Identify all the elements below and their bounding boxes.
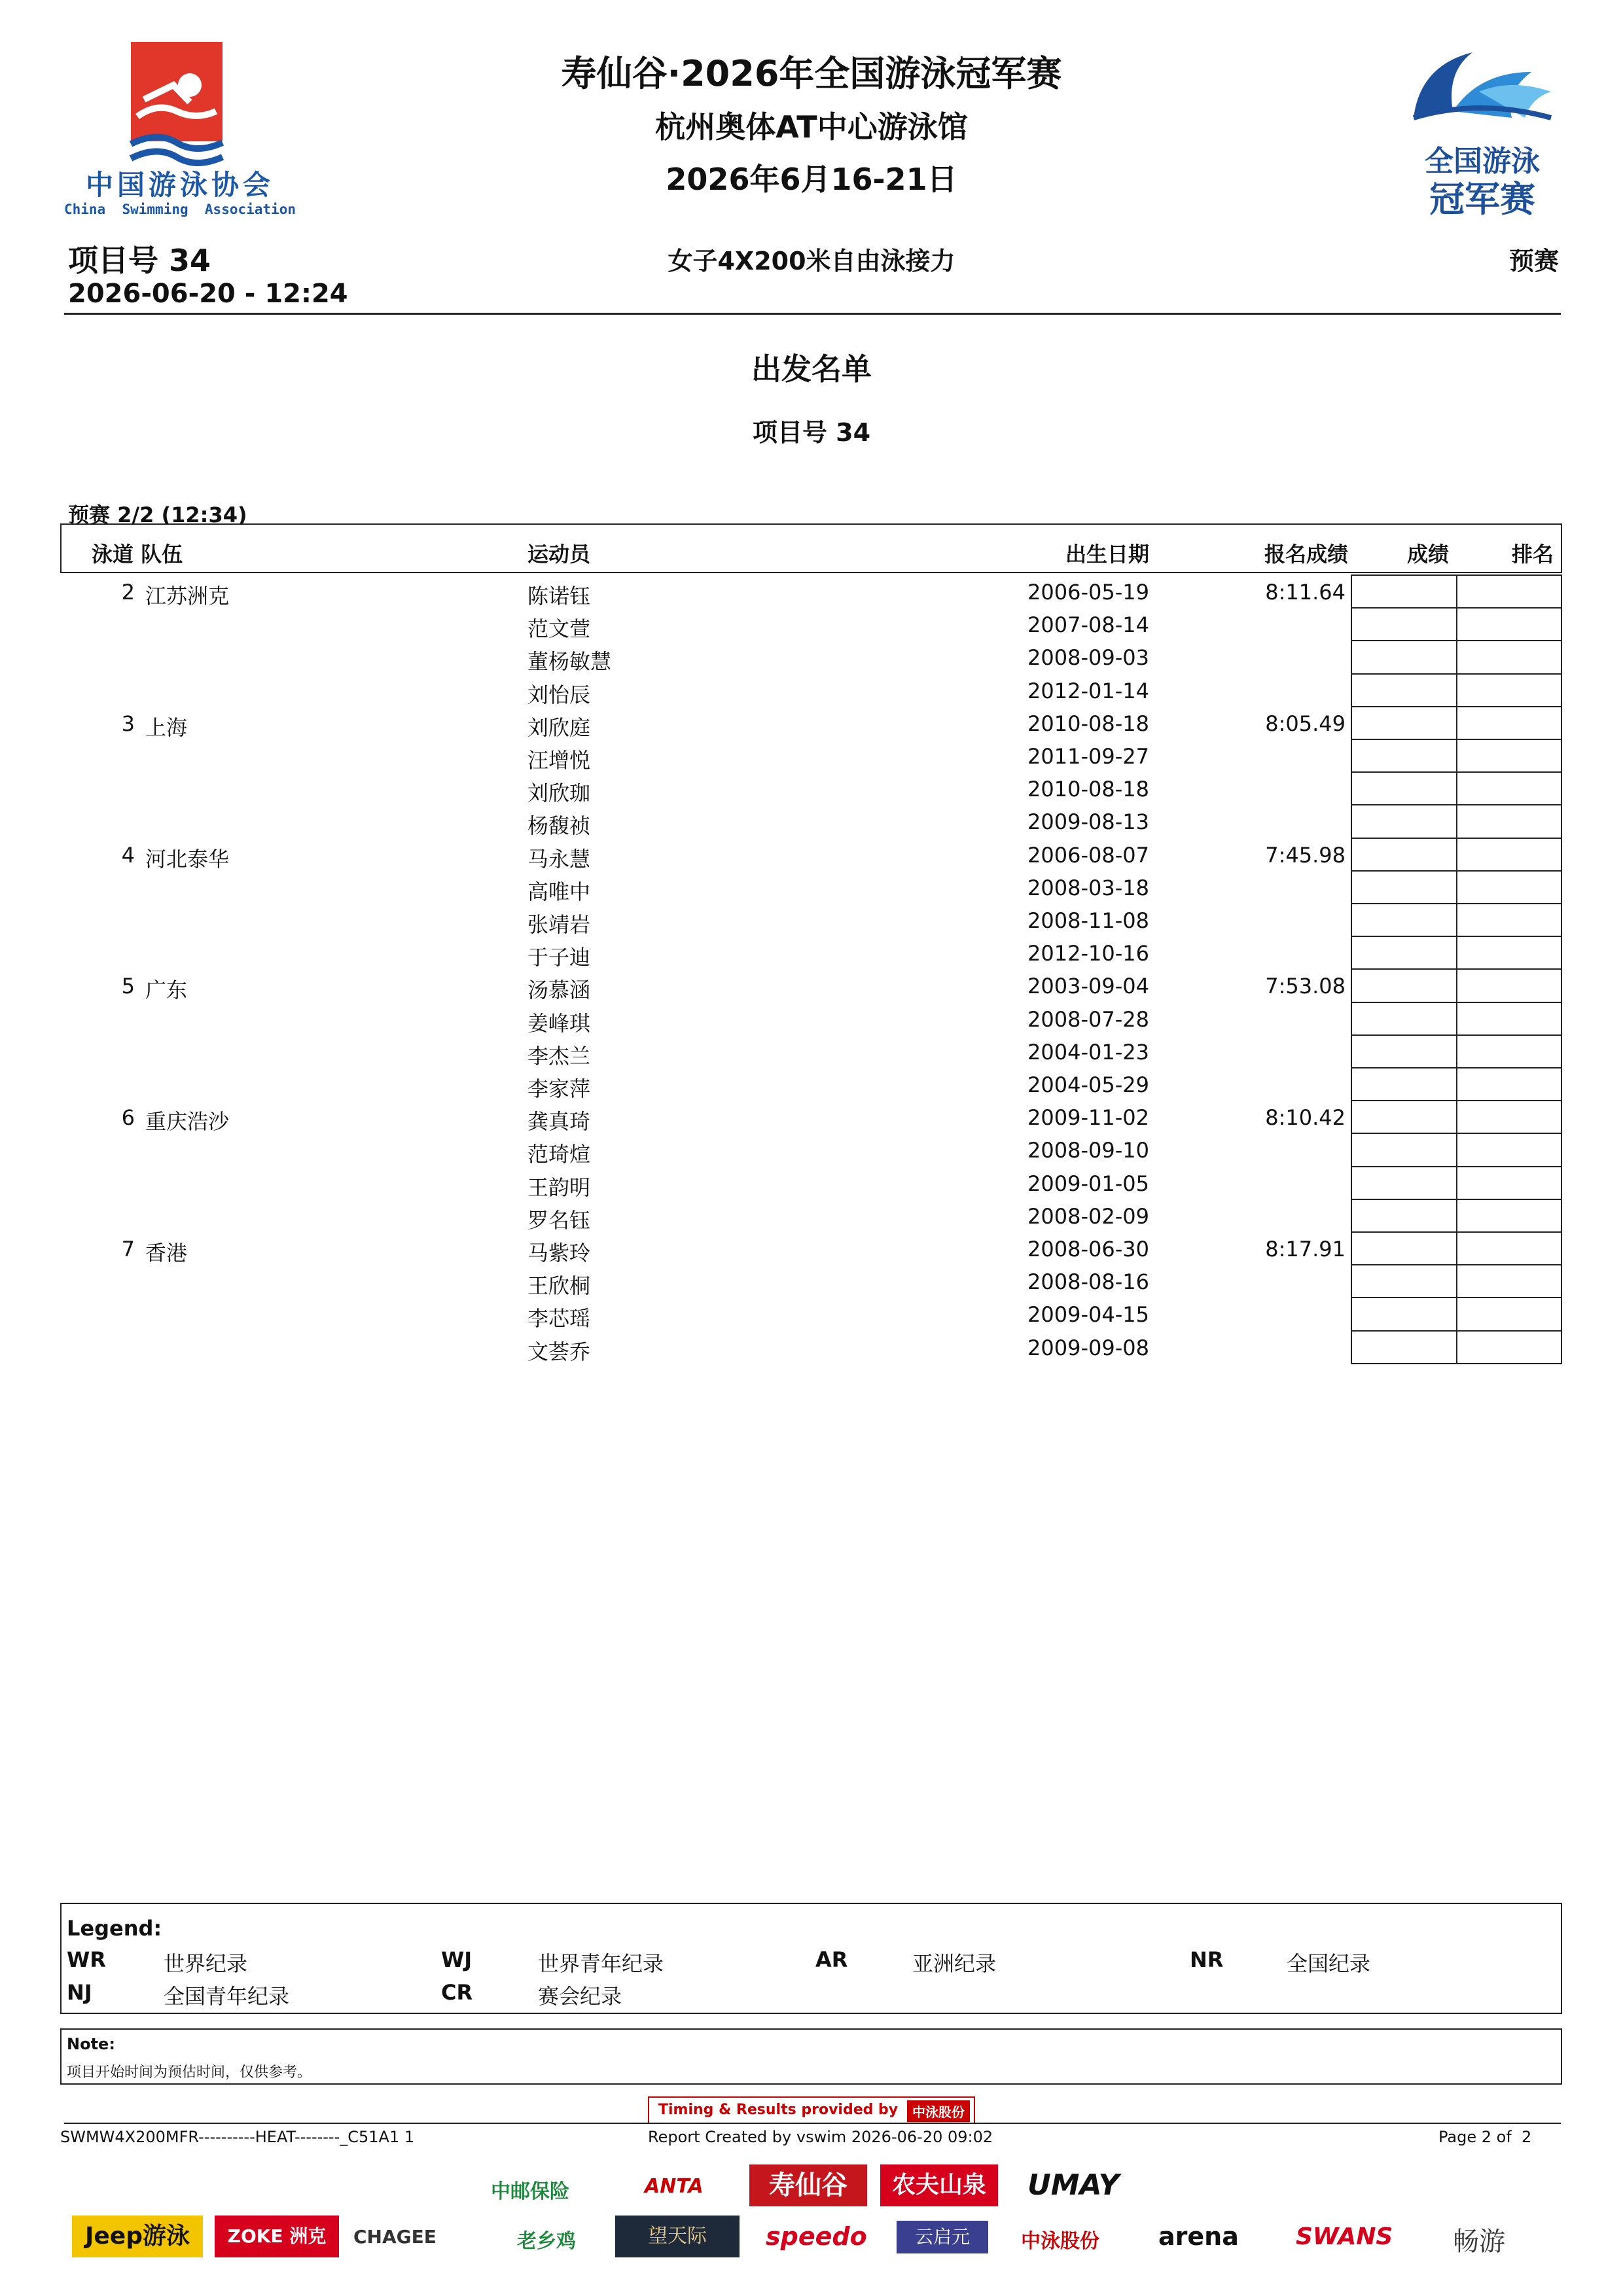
sponsor-arena: arena — [1158, 2222, 1239, 2251]
rank-cell — [1456, 1002, 1562, 1036]
athlete-dob: 2009-09-08 — [1027, 1335, 1149, 1360]
athlete-dob: 2004-01-23 — [1027, 1039, 1149, 1065]
result-cell — [1351, 1231, 1457, 1265]
result-cell — [1351, 706, 1457, 740]
csa-logo-en: China Swimming Association — [63, 202, 296, 217]
athlete-name: 李家萍 — [527, 1076, 591, 1101]
sponsor-row-2 — [72, 2216, 1558, 2259]
rank-cell — [1456, 607, 1562, 641]
event-number: 项目号 34 — [68, 243, 211, 278]
entry-time: 7:45.98 — [1265, 842, 1346, 868]
event-round: 预赛 — [1508, 247, 1559, 275]
athlete-dob: 2009-11-02 — [1027, 1105, 1149, 1131]
col-athlete: 运动员 — [527, 542, 591, 567]
result-cell — [1351, 870, 1457, 904]
athlete-dob: 2004-05-29 — [1027, 1072, 1149, 1097]
rank-cell — [1456, 838, 1562, 872]
rank-cell — [1456, 870, 1562, 904]
rank-cell — [1456, 1133, 1562, 1167]
athlete-name: 汤慕涵 — [527, 978, 591, 1003]
athlete-name: 李芯瑶 — [527, 1306, 591, 1332]
athlete-name: 罗名钰 — [527, 1207, 591, 1233]
athlete-name: 王欣桐 — [527, 1273, 591, 1299]
meet-dates: 2026年6月16-21日 — [666, 162, 957, 197]
athlete-dob: 2010-08-18 — [1027, 711, 1149, 736]
sponsor-zhongyong: 中泳股份 — [1021, 2230, 1099, 2253]
rank-cell — [1456, 968, 1562, 1002]
rank-cell — [1456, 1231, 1562, 1265]
heat-label: 预赛 2/2 (12:34) — [68, 503, 247, 527]
legend-label: 全国青年纪录 — [164, 1984, 290, 2009]
result-cell — [1351, 903, 1457, 937]
athlete-name: 张靖岩 — [527, 912, 591, 937]
event-datetime: 2026-06-20 - 12:24 — [68, 279, 348, 309]
lane-number: 2 — [121, 580, 135, 605]
col-rank: 排名 — [1512, 542, 1554, 567]
result-cell — [1351, 1002, 1457, 1036]
rank-cell — [1456, 1264, 1562, 1298]
athlete-dob: 2006-08-07 — [1027, 842, 1149, 868]
result-cell — [1351, 574, 1457, 609]
sponsor-china-post: 中邮保险 — [491, 2180, 569, 2203]
athlete-dob: 2009-08-13 — [1027, 809, 1149, 835]
result-cell — [1351, 607, 1457, 641]
timing-credit — [648, 2096, 975, 2124]
entry-time: 7:53.08 — [1265, 974, 1346, 999]
result-cell — [1351, 804, 1457, 838]
team-name: 江苏洲克 — [145, 584, 230, 609]
timing-brand: 中泳股份 — [907, 2100, 970, 2122]
sponsor-chagee: CHAGEE — [353, 2226, 437, 2248]
rank-cell — [1456, 1297, 1562, 1331]
athlete-name: 于子迪 — [527, 945, 591, 970]
rank-cell — [1456, 1330, 1562, 1364]
page-number: Page 2 of 2 — [1438, 2128, 1532, 2146]
legend-code: WR — [67, 1947, 106, 1972]
legend-label: 全国纪录 — [1287, 1951, 1371, 1976]
rank-cell — [1456, 1199, 1562, 1233]
athlete-dob: 2003-09-04 — [1027, 974, 1149, 999]
rank-cell — [1456, 1100, 1562, 1134]
sponsor-umay: UMAY — [1027, 2168, 1120, 2202]
lane-number: 5 — [121, 974, 135, 999]
legend-title: Legend: — [67, 1916, 162, 1941]
legend-code: NR — [1190, 1947, 1224, 1972]
rank-cell — [1456, 1034, 1562, 1069]
lane-number: 3 — [121, 711, 135, 736]
result-cell — [1351, 1034, 1457, 1069]
footer-divider — [64, 2123, 1561, 2124]
athlete-name: 龚真琦 — [527, 1109, 591, 1135]
result-cell — [1351, 936, 1457, 970]
athlete-dob: 2006-05-19 — [1027, 580, 1149, 605]
col-result: 成绩 — [1407, 542, 1450, 567]
col-entry: 报名成绩 — [1264, 542, 1348, 567]
rank-cell — [1456, 1067, 1562, 1101]
athlete-dob: 2008-11-08 — [1027, 908, 1149, 933]
athlete-name: 王韵明 — [527, 1174, 591, 1200]
athlete-name: 姜峰琪 — [527, 1010, 591, 1036]
result-cell — [1351, 838, 1457, 872]
result-cell — [1351, 1100, 1457, 1134]
athlete-name: 马永慧 — [527, 846, 591, 872]
athlete-dob: 2008-03-18 — [1027, 875, 1149, 900]
team-name: 重庆浩沙 — [145, 1109, 230, 1135]
athlete-dob: 2008-06-30 — [1027, 1237, 1149, 1262]
rank-cell — [1456, 739, 1562, 773]
csa-logo-cn: 中国游泳协会 — [85, 169, 274, 201]
result-cell — [1351, 968, 1457, 1002]
sponsor-swans: SWANS — [1296, 2223, 1393, 2250]
result-cell — [1351, 771, 1457, 805]
entry-time: 8:10.42 — [1265, 1105, 1346, 1131]
athlete-dob: 2007-08-14 — [1027, 612, 1149, 638]
event-name: 女子4X200米自由泳接力 — [668, 247, 955, 275]
rank-cell — [1456, 574, 1562, 609]
athlete-dob: 2008-09-10 — [1027, 1138, 1149, 1163]
sponsor-jeep: Jeep游泳 — [72, 2216, 203, 2257]
athlete-name: 马紫玲 — [527, 1241, 591, 1265]
athlete-dob: 2009-01-05 — [1027, 1171, 1149, 1196]
result-cell — [1351, 1067, 1457, 1101]
result-cell — [1351, 1264, 1457, 1298]
legend-code: AR — [815, 1947, 848, 1972]
athlete-name: 刘欣珈 — [527, 781, 591, 806]
championship-logo-line2: 冠军赛 — [1429, 179, 1535, 220]
rank-cell — [1456, 673, 1562, 707]
report-created: Report Created by vswim 2026-06-20 09:02 — [648, 2128, 993, 2146]
athlete-name: 范文萱 — [527, 616, 591, 642]
startlist-subtitle: 项目号 34 — [752, 418, 871, 447]
athlete-name: 文荟乔 — [527, 1339, 591, 1364]
athlete-name: 刘欣庭 — [527, 715, 591, 740]
startlist-title: 出发名单 — [751, 351, 872, 387]
sponsor-wangtianji: 望天际 — [615, 2216, 740, 2257]
athlete-dob: 2011-09-27 — [1027, 744, 1149, 769]
result-cell — [1351, 1297, 1457, 1331]
athlete-name: 陈诺钰 — [527, 584, 591, 609]
team-name: 上海 — [145, 715, 188, 740]
sponsor-speedo: speedo — [766, 2222, 867, 2251]
note-text: 项目开始时间为预估时间，仅供参考。 — [67, 2064, 312, 2081]
col-lane-team: 泳道 队伍 — [92, 542, 183, 567]
rank-cell — [1456, 640, 1562, 674]
header-divider — [64, 313, 1561, 315]
sponsor-nongfu: 农夫山泉 — [880, 2164, 998, 2206]
rank-cell — [1456, 771, 1562, 805]
sponsor-zoke: ZOKE 洲克 — [215, 2216, 339, 2257]
athlete-name: 汪增悦 — [527, 748, 591, 773]
lane-number: 4 — [121, 842, 135, 868]
rank-cell — [1456, 903, 1562, 937]
athlete-dob: 2008-09-03 — [1027, 645, 1149, 671]
team-name: 河北泰华 — [145, 846, 230, 872]
athlete-dob: 2009-04-15 — [1027, 1302, 1149, 1328]
legend-label: 世界青年纪录 — [538, 1951, 664, 1976]
athlete-dob: 2008-08-16 — [1027, 1269, 1149, 1295]
entry-time: 8:17.91 — [1265, 1237, 1346, 1262]
athlete-name: 刘怡辰 — [527, 682, 591, 707]
result-cell — [1351, 739, 1457, 773]
result-cell — [1351, 1330, 1457, 1364]
legend-code: WJ — [441, 1947, 473, 1972]
col-dob: 出生日期 — [1065, 542, 1149, 567]
athlete-name: 李杰兰 — [527, 1043, 591, 1069]
entry-time: 8:11.64 — [1265, 580, 1346, 605]
sponsor-row-1 — [484, 2164, 1152, 2208]
legend-label: 世界纪录 — [164, 1951, 248, 1976]
sponsor-shouxiangu: 寿仙谷 — [749, 2164, 867, 2206]
legend-code: CR — [441, 1980, 473, 2005]
result-cell — [1351, 1199, 1457, 1233]
athlete-name: 高唯中 — [527, 879, 591, 904]
sponsor-laoxiangji: 老乡鸡 — [517, 2230, 576, 2253]
team-name: 香港 — [145, 1241, 188, 1265]
athlete-dob: 2008-02-09 — [1027, 1203, 1149, 1229]
athlete-dob: 2008-07-28 — [1027, 1006, 1149, 1032]
timing-credit-text: Timing & Results provided by — [658, 2102, 899, 2118]
athlete-name: 杨馥祯 — [527, 813, 591, 839]
lane-number: 6 — [121, 1105, 135, 1131]
legend-label: 赛会纪录 — [538, 1984, 622, 2009]
legend-code: NJ — [67, 1980, 92, 2005]
result-cell — [1351, 1166, 1457, 1200]
rank-cell — [1456, 1166, 1562, 1200]
championship-logo-line1: 全国游泳 — [1425, 145, 1540, 178]
team-name: 广东 — [145, 978, 188, 1003]
result-cell — [1351, 640, 1457, 674]
athlete-dob: 2010-08-18 — [1027, 777, 1149, 802]
rank-cell — [1456, 706, 1562, 740]
result-cell — [1351, 1133, 1457, 1167]
lane-number: 7 — [121, 1237, 135, 1262]
sponsor-changyou: 畅游 — [1453, 2227, 1505, 2257]
rank-cell — [1456, 804, 1562, 838]
meet-title: 寿仙谷·2026年全国游泳冠军赛 — [561, 53, 1062, 94]
sponsor-anta: ANTA — [645, 2175, 704, 2198]
legend-label: 亚洲纪录 — [912, 1951, 997, 1976]
rank-cell — [1456, 936, 1562, 970]
result-cell — [1351, 673, 1457, 707]
note-title: Note: — [67, 2035, 115, 2053]
athlete-dob: 2012-01-14 — [1027, 678, 1149, 703]
entry-time: 8:05.49 — [1265, 711, 1346, 736]
athlete-dob: 2012-10-16 — [1027, 941, 1149, 966]
athlete-name: 董杨敏慧 — [527, 649, 612, 675]
sponsor-yunqiyuan: 云启元 — [897, 2221, 988, 2253]
meet-venue: 杭州奥体AT中心游泳馆 — [655, 109, 968, 145]
athlete-name: 范琦煊 — [527, 1142, 591, 1167]
report-code: SWMW4X200MFR----------HEAT--------_C51A1 1 — [60, 2128, 415, 2146]
